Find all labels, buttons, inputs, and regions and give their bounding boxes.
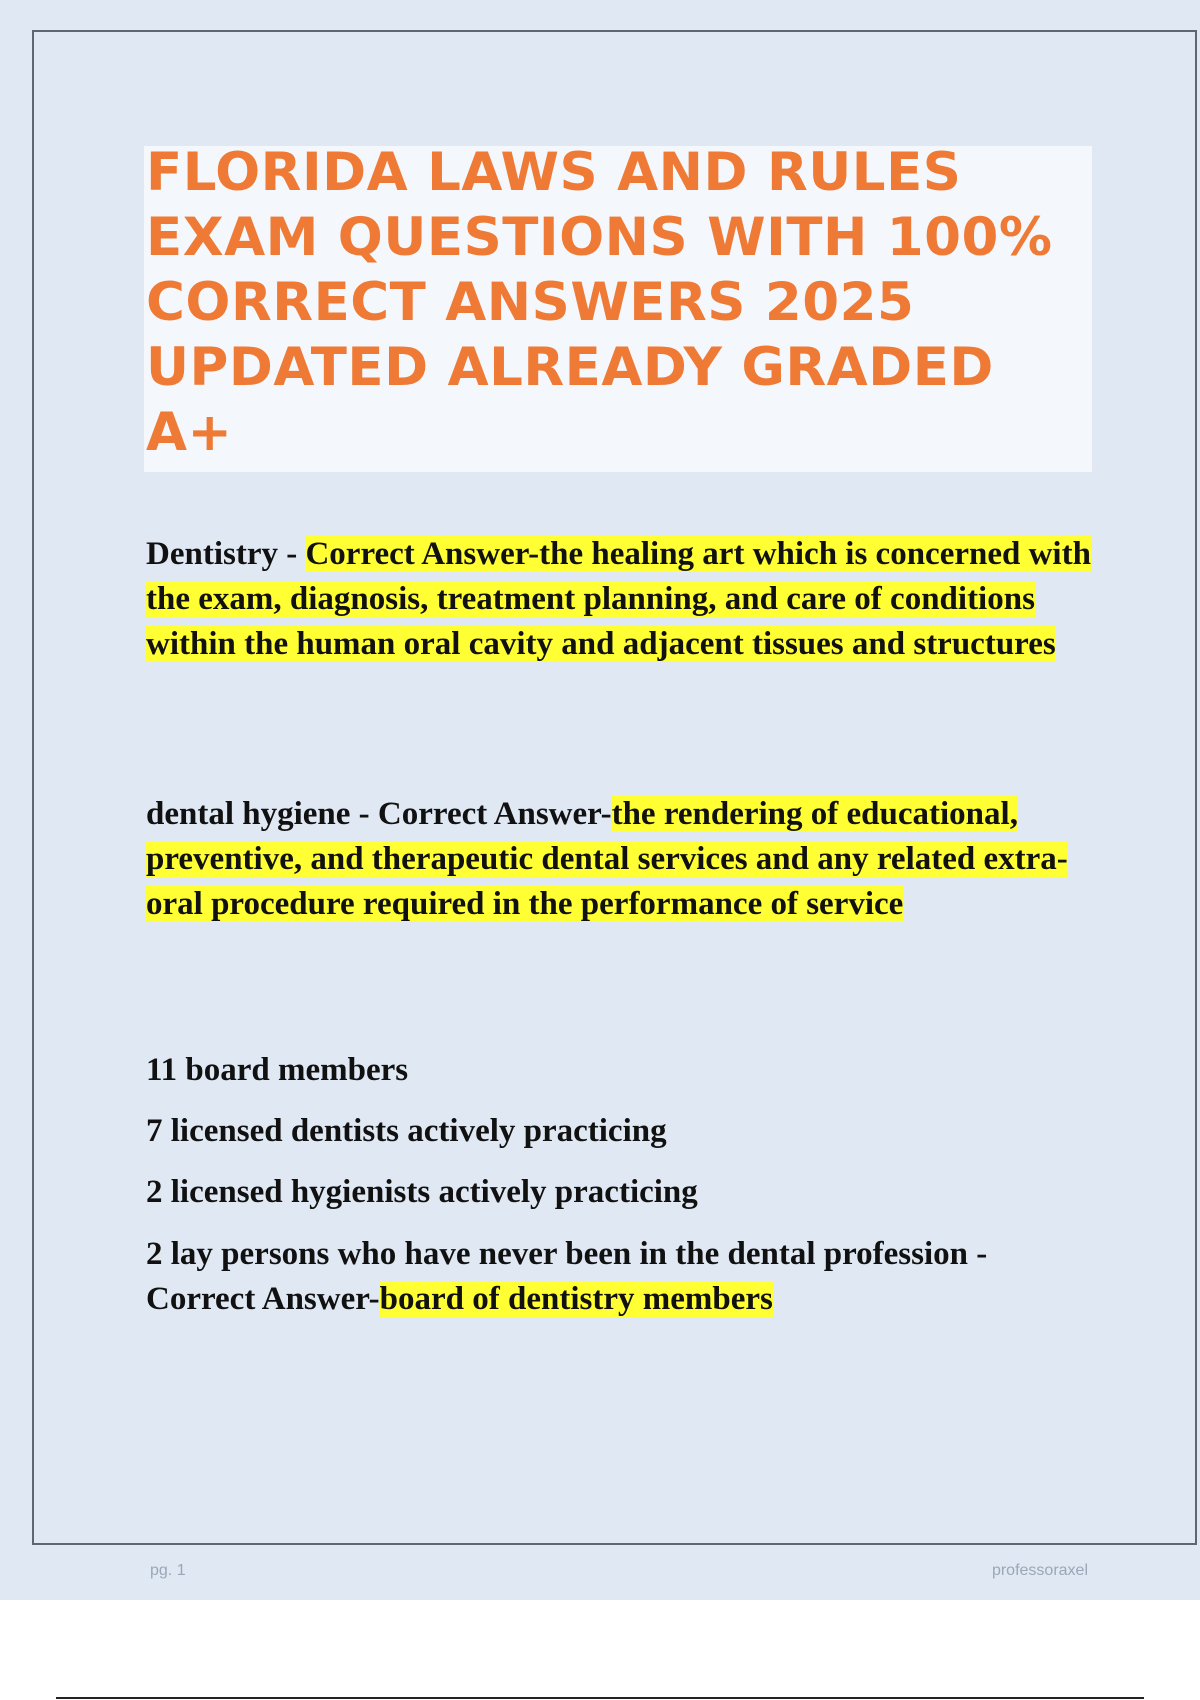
answer-dental-hygiene: the rendering of educational, preventive, and therapeutic dental services and any related extra- oral procedure required in the performance of service (146, 796, 1068, 922)
board-question: 2 lay persons who have never been in the dental profession - Correct Answer- (146, 1236, 988, 1317)
page-number: pg. 1 (150, 1562, 186, 1579)
board-line-hygienists: 2 licensed hygienists actively practicing (146, 1174, 698, 1210)
board-answer: board of dentistry members (379, 1281, 773, 1317)
term-dentistry: Dentistry - (146, 536, 306, 572)
qa-entry-dentistry (146, 532, 1096, 667)
document-title: FLORIDA LAWS AND RULES EXAM QUESTIONS WITH 100% CORRECT ANSWERS 2025 UPDATED ALREADY GRADED A+ (146, 142, 1053, 463)
qa-entry-dental-hygiene (146, 792, 1096, 927)
footer-author: professoraxel (991, 1562, 1088, 1579)
term-dental-hygiene: dental hygiene - Correct Answer- (146, 796, 612, 832)
bottom-divider (56, 1697, 1144, 1699)
board-line-members: 11 board members (146, 1052, 409, 1088)
answer-dentistry: Correct Answer-the healing art which is concerned with the exam, diagnosis, treatment planning, and care of conditions within the human oral cavity and adjacent tissues and structures (146, 536, 1091, 662)
qa-entry-board (146, 1232, 1096, 1322)
board-line-dentists: 7 licensed dentists actively practicing (146, 1113, 667, 1149)
